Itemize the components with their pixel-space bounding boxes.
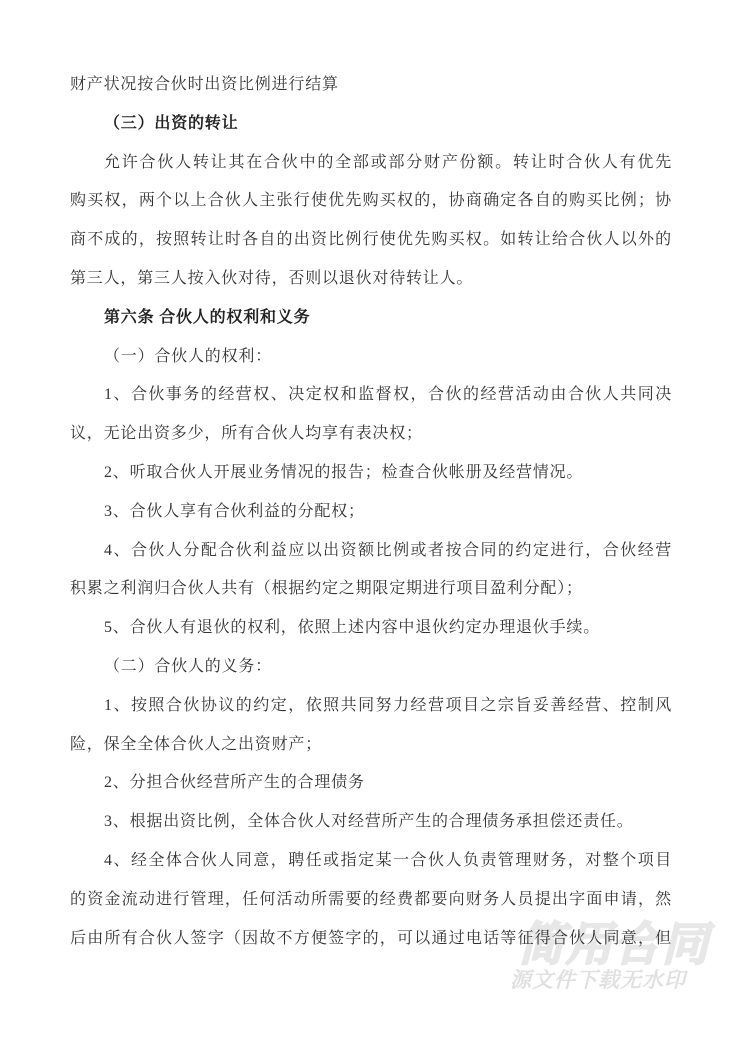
doc-line: 3、根据出资比例，全体合伙人对经营所产生的合理债务承担偿还责任。 <box>104 813 634 831</box>
doc-line: 5、合伙人有退伙的权利，依照上述内容中退伙约定办理退伙手续。 <box>104 619 601 637</box>
doc-line: 议，无论出资多少，所有合伙人均享有表决权； <box>70 425 423 443</box>
doc-line: （二）合伙人的义务： <box>104 657 273 675</box>
doc-line: 1、按照合伙协议的约定，依照共同努力经营项目之宗旨妥善经营、控制风 <box>104 696 672 714</box>
document-body <box>70 66 672 958</box>
doc-line: 2、分担合伙经营所产生的合理债务 <box>104 774 365 792</box>
doc-line: 第三人，第三人按入伙对待，否则以退伙对待转让人。 <box>70 269 474 287</box>
doc-line: 的资金流动进行管理，任何活动所需要的经费都要向财务人员提出字面申请，然 <box>70 890 672 908</box>
doc-line: （一）合伙人的权利： <box>104 347 273 365</box>
article-heading: 第六条 合伙人的权利和义务 <box>104 308 311 326</box>
doc-line: 允许合伙人转让其在合伙中的全部或部分财产份额。转让时合伙人有优先 <box>104 153 672 171</box>
doc-line: 2、听取合伙人开展业务情况的报告；检查合伙帐册及经营情况。 <box>104 463 584 481</box>
doc-line: 购买权，两个以上合伙人主张行使优先购买权的，协商确定各自的购买比例；协 <box>70 192 672 210</box>
doc-line: 险，保全全体合伙人之出资财产； <box>70 735 323 753</box>
doc-line: 4、合伙人分配合伙利益应以出资额比例或者按合同的约定进行，合伙经营 <box>104 541 672 559</box>
watermark-brand: 简用合同 <box>518 918 710 970</box>
doc-line: 3、合伙人享有合伙利益的分配权； <box>104 502 365 520</box>
doc-line: 积累之利润归合伙人共有（根据约定之期限定期进行项目盈利分配）； <box>70 580 583 598</box>
doc-line: 1、合伙事务的经营权、决定权和监督权，合伙的经营活动由合伙人共同决 <box>104 386 672 404</box>
doc-line: 财产状况按合伙时出资比例进行结算 <box>70 76 339 93</box>
doc-line: 4、经全体合伙人同意，聘任或指定某一合伙人负责管理财务，对整个项目 <box>104 851 672 869</box>
doc-line: 商不成的，按照转让时各自的出资比例行使优先购买权。如转让给合伙人以外的 <box>70 231 672 249</box>
watermark-tagline: 源文件下载无水印 <box>510 969 686 992</box>
doc-line: 后由所有合伙人签字（因故不方便签字的，可以通过电话等征得合伙人同意，但 <box>70 929 672 947</box>
section-heading: （三）出资的转让 <box>104 114 239 132</box>
